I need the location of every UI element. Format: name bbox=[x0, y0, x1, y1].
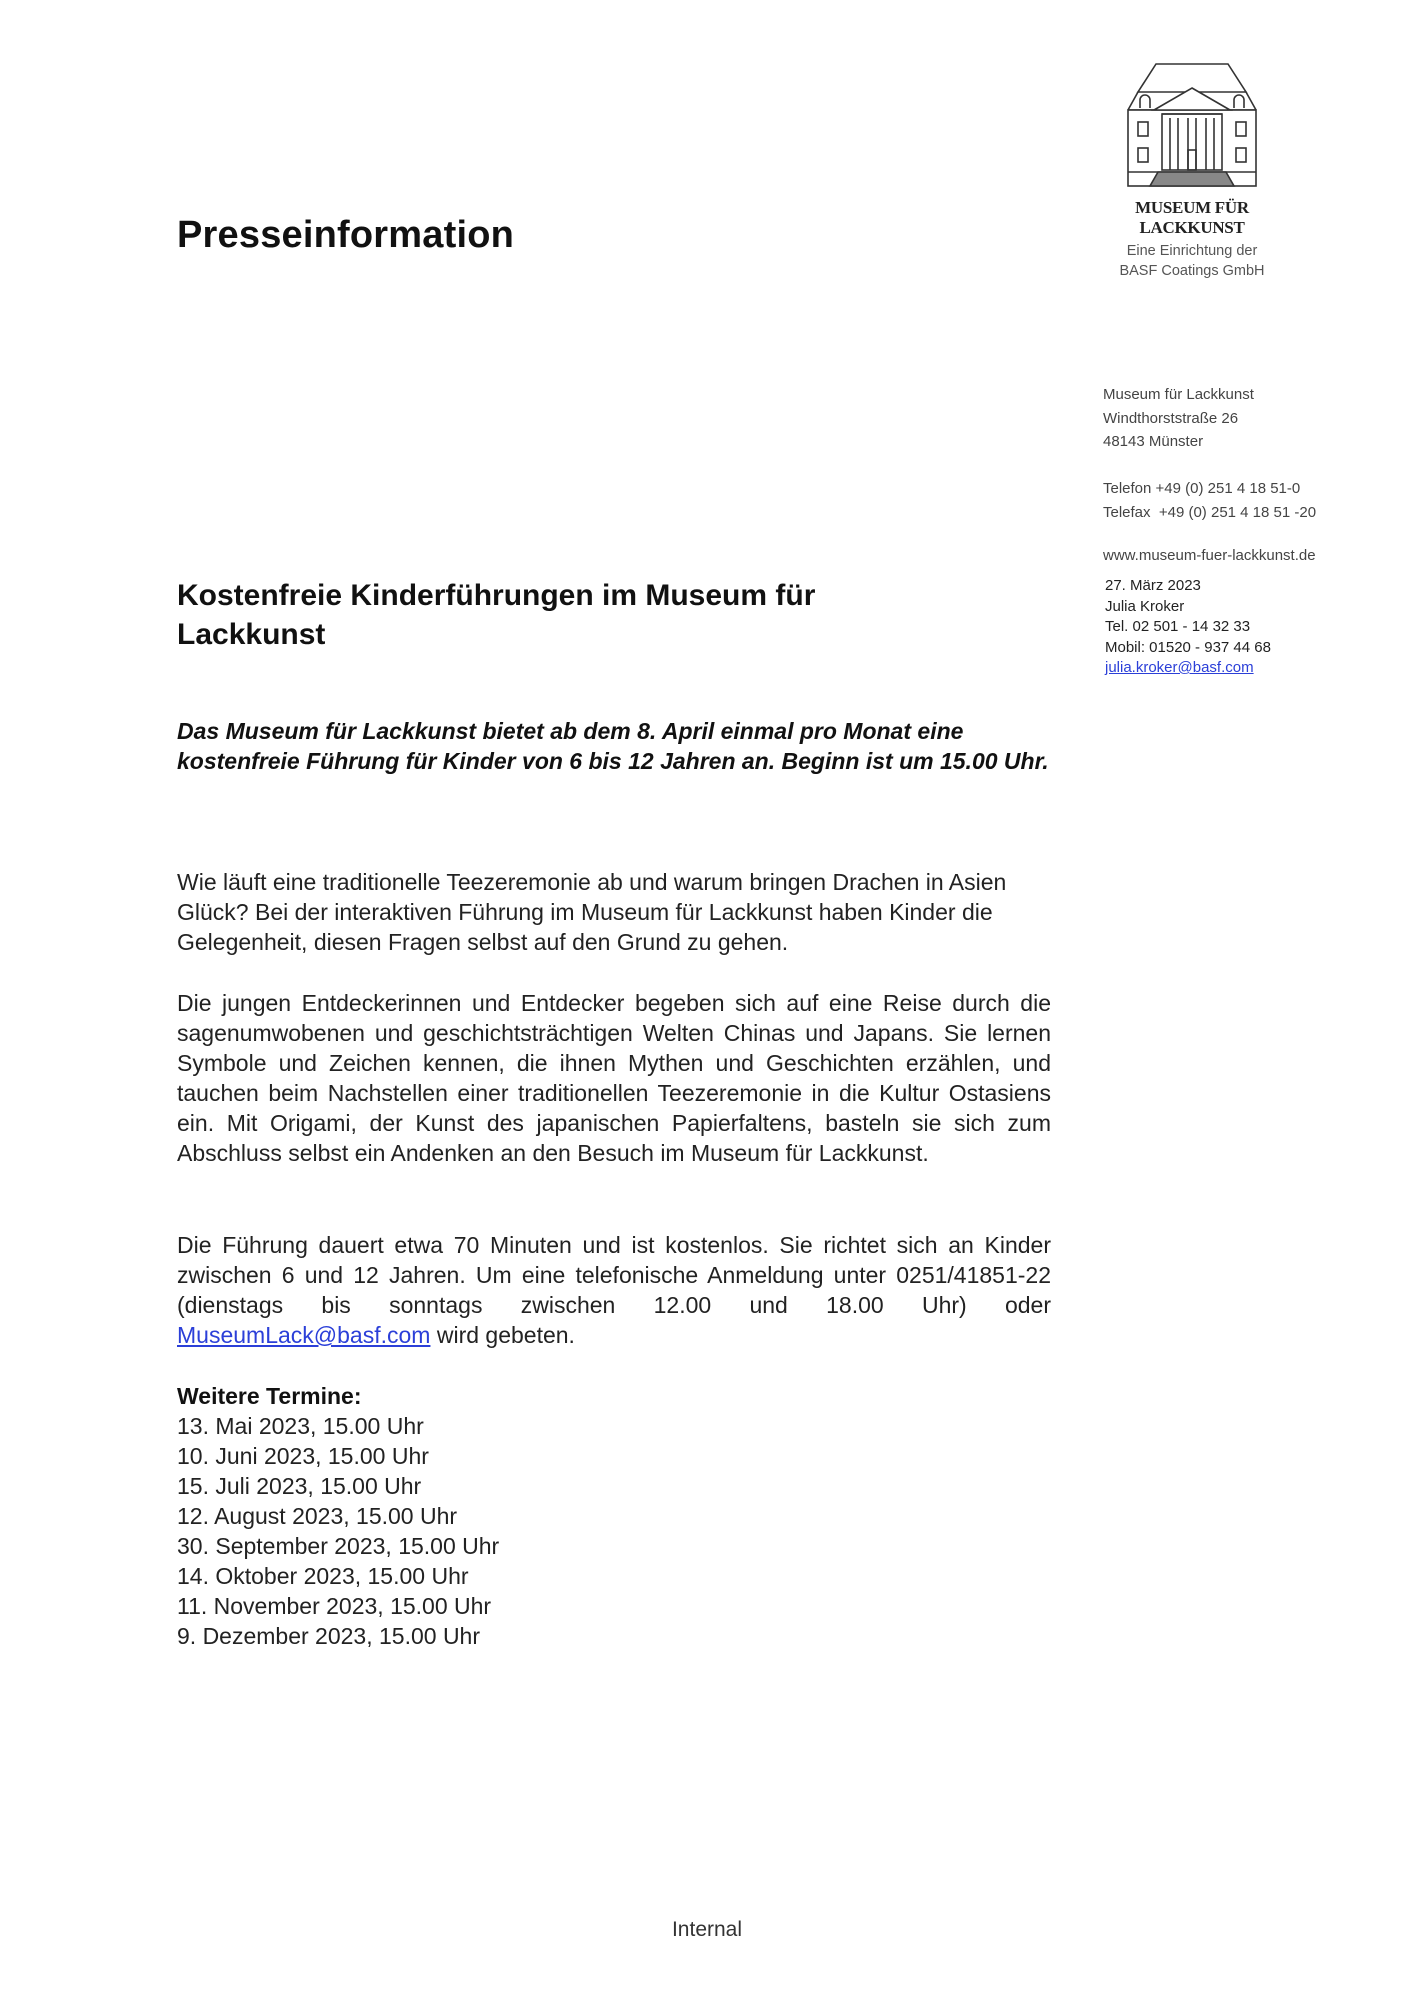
article-paragraph-3 bbox=[177, 1230, 1051, 1350]
release-date: 27. März 2023 bbox=[1105, 577, 1201, 594]
date-item: 9. Dezember 2023, 15.00 Uhr bbox=[177, 1623, 481, 1649]
paragraph-3-text: Die Führung dauert etwa 70 Minuten und ist kostenlos. Sie richtet sich an Kinder zwischen 6 und 12 Jahren. Um eine telefonische Anmeldung unter 0251/41851-22 (dienstags bis sonntags zwischen 12.00 und 18.00 Uhr) oder bbox=[177, 1232, 1051, 1318]
museum-email-link[interactable]: MuseumLack@basf.com bbox=[177, 1322, 431, 1348]
date-item: 15. Juli 2023, 15.00 Uhr bbox=[177, 1473, 422, 1499]
logo-subtitle-line-2: BASF Coatings GmbH bbox=[1119, 263, 1265, 279]
museum-website[interactable]: www.museum-fuer-lackkunst.de bbox=[1103, 547, 1316, 564]
paragraph-3-text-end: wird gebeten. bbox=[430, 1322, 575, 1348]
date-item: 12. August 2023, 15.00 Uhr bbox=[177, 1503, 458, 1529]
date-item: 10. Juni 2023, 15.00 Uhr bbox=[177, 1443, 429, 1469]
press-contact bbox=[1105, 576, 1271, 679]
logo-name-line-1: MUSEUM FÜR bbox=[1135, 198, 1249, 217]
address-line: Windthorststraße 26 bbox=[1103, 409, 1239, 427]
further-dates bbox=[177, 1381, 499, 1651]
further-dates-heading: Weitere Termine: bbox=[177, 1383, 362, 1409]
museum-logo bbox=[1100, 58, 1284, 281]
contact-tel: Tel. 02 501 - 14 32 33 bbox=[1105, 618, 1251, 635]
museum-address bbox=[1103, 383, 1254, 454]
contact-mobile: Mobil: 01520 - 937 44 68 bbox=[1105, 638, 1271, 656]
article-title: Kostenfreie Kinderführungen im Museum für Lackkunst bbox=[177, 579, 816, 651]
museum-phone-block bbox=[1103, 477, 1316, 524]
article-paragraph-1: Wie läuft eine traditionelle Teezeremonie ab und warum bringen Drachen in Asien Glück? Bei der interaktiven Führung im Museum für Lackkunst haben Kinder die Gelegenheit, diesen Fragen selbst auf den Grund zu gehen. bbox=[177, 869, 1007, 955]
date-item: 14. Oktober 2023, 15.00 Uhr bbox=[177, 1563, 469, 1589]
footer-classification: Internal bbox=[671, 1918, 743, 1941]
fax-number: Telefax +49 (0) 251 4 18 51 -20 bbox=[1103, 503, 1317, 521]
document-header-title: Presseinformation bbox=[177, 214, 515, 256]
article-lead: Das Museum für Lackkunst bietet ab dem 8. April einmal pro Monat eine kostenfreie Führung für Kinder von 6 bis 12 Jahren an. Beginn ist um 15.00 Uhr. bbox=[177, 718, 1049, 774]
phone-number: Telefon +49 (0) 251 4 18 51-0 bbox=[1103, 480, 1301, 497]
date-item: 30. September 2023, 15.00 Uhr bbox=[177, 1533, 500, 1559]
contact-email-link[interactable]: julia.kroker@basf.com bbox=[1105, 659, 1254, 676]
date-item: 11. November 2023, 15.00 Uhr bbox=[177, 1593, 492, 1619]
address-line: 48143 Münster bbox=[1103, 433, 1204, 450]
address-line: Museum für Lackkunst bbox=[1103, 386, 1254, 403]
museum-building-icon bbox=[1122, 58, 1262, 190]
logo-name-line-2: LACKKUNST bbox=[1139, 218, 1245, 237]
article-paragraph-2: Die jungen Entdeckerinnen und Entdecker begeben sich auf eine Reise durch die sagenumwobenen und geschichtsträchtigen Welten Chinas und Japans. Sie lernen Symbole und Zeichen kennen, die ihnen Mythen und Geschichten erzählen, und tauchen beim Nachstellen einer traditionellen Teezeremonie in die Kultur Ostasiens ein. Mit Origami, der Kunst des japanischen Papierfaltens, basteln sie sich zum Abschluss selbst ein Andenken an den Besuch im Museum für Lackkunst. bbox=[177, 990, 1051, 1166]
logo-subtitle-line-1: Eine Einrichtung der bbox=[1126, 243, 1258, 259]
contact-name: Julia Kroker bbox=[1105, 597, 1185, 615]
date-item: 13. Mai 2023, 15.00 Uhr bbox=[177, 1413, 424, 1439]
